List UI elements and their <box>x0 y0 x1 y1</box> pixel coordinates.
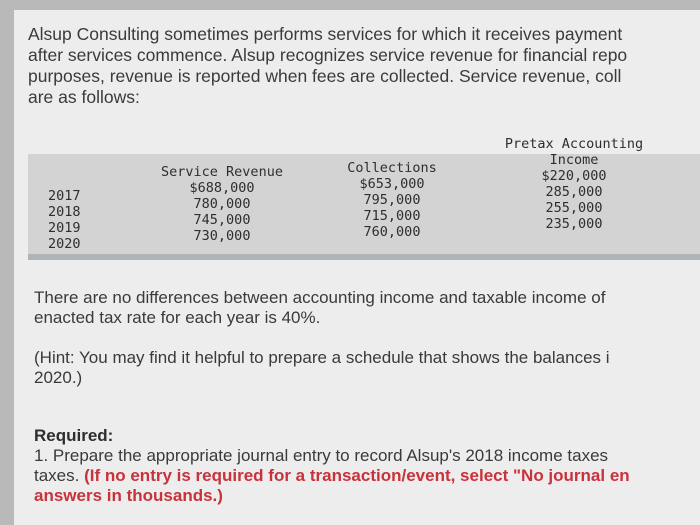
required-instruction-line2: answers in thousands.) <box>34 486 223 505</box>
question-page <box>14 10 700 525</box>
pretax-income-cell: 235,000 <box>545 216 603 232</box>
pretax-income-column <box>494 136 654 232</box>
no-differences-paragraph <box>34 288 605 328</box>
paragraph-line: There are no differences between accounting income and taxable income of <box>34 288 606 307</box>
table-bottom-rule <box>28 254 700 260</box>
collections-cell: $653,000 <box>359 176 425 192</box>
paragraph-line: 2020.) <box>34 368 83 387</box>
year-cell: 2019 <box>48 220 81 236</box>
collections-cell: 795,000 <box>363 192 421 208</box>
service-revenue-cell: 745,000 <box>193 212 251 228</box>
data-table <box>28 130 700 260</box>
hint-paragraph <box>34 348 610 388</box>
pretax-income-cell: 255,000 <box>545 200 603 216</box>
year-cell: 2020 <box>48 236 81 252</box>
collections-column <box>336 160 448 240</box>
required-section <box>34 426 630 506</box>
service-revenue-cell: $688,000 <box>189 180 255 196</box>
intro-line: purposes, revenue is reported when fees are collected. Service revenue, coll <box>28 66 622 86</box>
required-item-1-line2 <box>34 466 630 486</box>
year-cell: 2017 <box>48 188 81 204</box>
required-item-1-text: taxes. <box>34 466 85 485</box>
paragraph-line: enacted tax rate for each year is 40%. <box>34 308 321 327</box>
collections-cell: 760,000 <box>363 224 421 240</box>
year-column <box>48 188 81 252</box>
year-cell: 2018 <box>48 204 81 220</box>
required-item-1: 1. Prepare the appropriate journal entry to record Alsup's 2018 income taxes <box>34 446 609 465</box>
collections-header: Collections <box>347 160 437 176</box>
collections-cell: 715,000 <box>363 208 421 224</box>
intro-line: are as follows: <box>28 87 140 107</box>
required-instruction: (If no entry is required for a transaction/event, select "No journal en <box>84 466 630 485</box>
pretax-header-line1: Pretax Accounting <box>504 136 644 152</box>
pretax-header-line2: Income <box>549 152 599 168</box>
intro-line: Alsup Consulting sometimes performs services for which it receives payment <box>28 24 623 44</box>
service-revenue-cell: 780,000 <box>193 196 251 212</box>
service-revenue-header: Service Revenue <box>161 164 283 180</box>
pretax-income-cell: 285,000 <box>545 184 603 200</box>
intro-line: after services commence. Alsup recognizes service revenue for financial repo <box>28 45 628 65</box>
pretax-income-cell: $220,000 <box>541 168 607 184</box>
paragraph-line: (Hint: You may find it helpful to prepare a schedule that shows the balances i <box>34 348 610 367</box>
service-revenue-column <box>152 164 292 244</box>
service-revenue-cell: 730,000 <box>193 228 251 244</box>
intro-text <box>28 24 700 108</box>
required-title: Required: <box>34 426 114 445</box>
